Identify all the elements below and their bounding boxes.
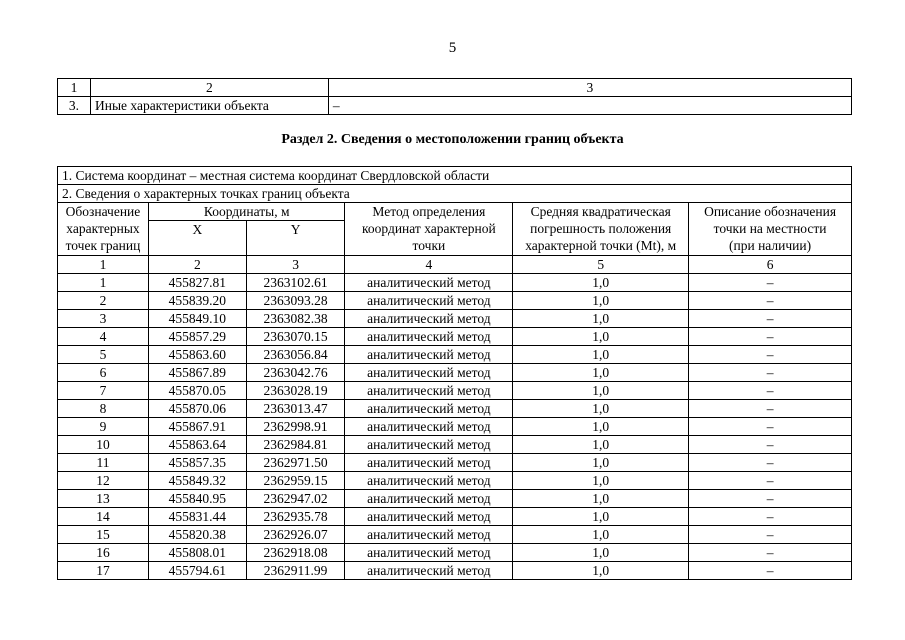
method: аналитический метод xyxy=(345,346,513,364)
point-rows xyxy=(58,274,852,580)
header-line: погрешность положения xyxy=(530,221,672,236)
points-info-row xyxy=(58,185,852,203)
x-coordinate: 455840.95 xyxy=(148,490,246,508)
x-coordinate: 455857.29 xyxy=(148,328,246,346)
col-x-header: X xyxy=(148,221,246,256)
row-value: – xyxy=(328,97,851,115)
point-description: – xyxy=(689,328,852,346)
header-line: Обозначение xyxy=(65,204,141,219)
table-row xyxy=(58,418,852,436)
point-description: – xyxy=(689,292,852,310)
x-coordinate: 455867.91 xyxy=(148,418,246,436)
point-description: – xyxy=(689,274,852,292)
row-number: 3. xyxy=(58,97,91,115)
method: аналитический метод xyxy=(345,292,513,310)
x-coordinate: 455870.06 xyxy=(148,400,246,418)
point-number: 17 xyxy=(58,562,149,580)
point-number: 10 xyxy=(58,436,149,454)
point-number: 11 xyxy=(58,454,149,472)
mean-square-error: 1,0 xyxy=(513,436,689,454)
method: аналитический метод xyxy=(345,328,513,346)
y-coordinate: 2363070.15 xyxy=(246,328,345,346)
object-characteristics-table xyxy=(57,78,852,115)
page-number: 5 xyxy=(448,40,457,56)
point-description: – xyxy=(689,364,852,382)
table-row xyxy=(58,310,852,328)
point-number: 4 xyxy=(58,328,149,346)
mean-square-error: 1,0 xyxy=(513,508,689,526)
header-line: координат характерной xyxy=(362,221,496,236)
method: аналитический метод xyxy=(345,364,513,382)
col-coordinates-header: Координаты, м xyxy=(148,203,345,221)
header-line: Метод определения xyxy=(372,204,486,219)
x-coordinate: 455831.44 xyxy=(148,508,246,526)
mean-square-error: 1,0 xyxy=(513,274,689,292)
point-number: 3 xyxy=(58,310,149,328)
table-row xyxy=(58,364,852,382)
table-header-row xyxy=(58,79,852,97)
point-description: – xyxy=(689,544,852,562)
column-header-row xyxy=(58,203,852,221)
table-row xyxy=(58,97,852,115)
y-coordinate: 2362971.50 xyxy=(246,454,345,472)
table-row xyxy=(58,346,852,364)
mean-square-error: 1,0 xyxy=(513,418,689,436)
point-number: 2 xyxy=(58,292,149,310)
point-description: – xyxy=(689,400,852,418)
table-row xyxy=(58,436,852,454)
point-description: – xyxy=(689,454,852,472)
points-info-text: 2. Сведения о характерных точках границ объекта xyxy=(58,185,852,203)
point-description: – xyxy=(689,562,852,580)
section-title: Раздел 2. Сведения о местоположении границ объекта xyxy=(281,132,624,147)
point-description: – xyxy=(689,382,852,400)
coordinate-system-text: 1. Система координат – местная система координат Свердловской области xyxy=(58,167,852,185)
coordinate-system-row xyxy=(58,167,852,185)
point-number: 16 xyxy=(58,544,149,562)
point-number: 1 xyxy=(58,274,149,292)
x-coordinate: 455870.05 xyxy=(148,382,246,400)
x-coordinate: 455849.10 xyxy=(148,310,246,328)
x-coordinate: 455839.20 xyxy=(148,292,246,310)
col-description-header xyxy=(689,203,852,256)
y-coordinate: 2362918.08 xyxy=(246,544,345,562)
col-designation-header xyxy=(58,203,149,256)
mean-square-error: 1,0 xyxy=(513,454,689,472)
header-cell: 2 xyxy=(90,79,328,97)
row-label: Иные характеристики объекта xyxy=(90,97,328,115)
point-description: – xyxy=(689,472,852,490)
y-coordinate: 2363093.28 xyxy=(246,292,345,310)
point-number: 13 xyxy=(58,490,149,508)
column-number: 2 xyxy=(148,256,246,274)
point-number: 5 xyxy=(58,346,149,364)
table-row xyxy=(58,508,852,526)
point-number: 9 xyxy=(58,418,149,436)
table-row xyxy=(58,454,852,472)
mean-square-error: 1,0 xyxy=(513,400,689,418)
method: аналитический метод xyxy=(345,544,513,562)
mean-square-error: 1,0 xyxy=(513,310,689,328)
y-coordinate: 2362935.78 xyxy=(246,508,345,526)
col-y-header: Y xyxy=(246,221,345,256)
point-number: 14 xyxy=(58,508,149,526)
y-coordinate: 2362984.81 xyxy=(246,436,345,454)
column-number: 5 xyxy=(513,256,689,274)
column-number: 4 xyxy=(345,256,513,274)
method: аналитический метод xyxy=(345,526,513,544)
x-coordinate: 455863.60 xyxy=(148,346,246,364)
y-coordinate: 2362911.99 xyxy=(246,562,345,580)
y-coordinate: 2363028.19 xyxy=(246,382,345,400)
mean-square-error: 1,0 xyxy=(513,526,689,544)
x-coordinate: 455794.61 xyxy=(148,562,246,580)
table-row xyxy=(58,274,852,292)
column-number: 1 xyxy=(58,256,149,274)
method: аналитический метод xyxy=(345,310,513,328)
mean-square-error: 1,0 xyxy=(513,490,689,508)
header-line: Описание обозначения xyxy=(704,204,837,219)
header-cell: 3 xyxy=(328,79,851,97)
y-coordinate: 2363102.61 xyxy=(246,274,345,292)
y-coordinate: 2363013.47 xyxy=(246,400,345,418)
mean-square-error: 1,0 xyxy=(513,382,689,400)
point-number: 6 xyxy=(58,364,149,382)
point-description: – xyxy=(689,526,852,544)
y-coordinate: 2362959.15 xyxy=(246,472,345,490)
x-coordinate: 455808.01 xyxy=(148,544,246,562)
boundary-points-table xyxy=(57,166,852,580)
mean-square-error: 1,0 xyxy=(513,328,689,346)
y-coordinate: 2363042.76 xyxy=(246,364,345,382)
method: аналитический метод xyxy=(345,490,513,508)
method: аналитический метод xyxy=(345,436,513,454)
table-row xyxy=(58,382,852,400)
method: аналитический метод xyxy=(345,562,513,580)
method: аналитический метод xyxy=(345,400,513,418)
method: аналитический метод xyxy=(345,472,513,490)
header-cell: 1 xyxy=(58,79,91,97)
point-description: – xyxy=(689,490,852,508)
col-error-header xyxy=(513,203,689,256)
method: аналитический метод xyxy=(345,418,513,436)
x-coordinate: 455857.35 xyxy=(148,454,246,472)
column-number: 6 xyxy=(689,256,852,274)
mean-square-error: 1,0 xyxy=(513,364,689,382)
point-number: 15 xyxy=(58,526,149,544)
y-coordinate: 2363056.84 xyxy=(246,346,345,364)
header-line: характерной точки (Mt), м xyxy=(525,238,677,253)
point-description: – xyxy=(689,418,852,436)
table-row xyxy=(58,472,852,490)
column-number: 3 xyxy=(246,256,345,274)
x-coordinate: 455849.32 xyxy=(148,472,246,490)
y-coordinate: 2363082.38 xyxy=(246,310,345,328)
method: аналитический метод xyxy=(345,274,513,292)
method: аналитический метод xyxy=(345,382,513,400)
x-coordinate: 455867.89 xyxy=(148,364,246,382)
point-description: – xyxy=(689,508,852,526)
x-coordinate: 455827.81 xyxy=(148,274,246,292)
point-description: – xyxy=(689,436,852,454)
table-row xyxy=(58,526,852,544)
table-row xyxy=(58,490,852,508)
header-line: характерных xyxy=(66,221,140,236)
table-row xyxy=(58,328,852,346)
method: аналитический метод xyxy=(345,454,513,472)
header-line: точки xyxy=(412,238,446,253)
point-description: – xyxy=(689,346,852,364)
mean-square-error: 1,0 xyxy=(513,292,689,310)
y-coordinate: 2362926.07 xyxy=(246,526,345,544)
table-row xyxy=(58,400,852,418)
y-coordinate: 2362998.91 xyxy=(246,418,345,436)
mean-square-error: 1,0 xyxy=(513,346,689,364)
header-line: точки на местности xyxy=(713,221,827,236)
table-row xyxy=(58,544,852,562)
mean-square-error: 1,0 xyxy=(513,472,689,490)
col-method-header xyxy=(345,203,513,256)
y-coordinate: 2362947.02 xyxy=(246,490,345,508)
table-row xyxy=(58,292,852,310)
mean-square-error: 1,0 xyxy=(513,544,689,562)
header-line: Средняя квадратическая xyxy=(530,204,671,219)
header-line: точек границ xyxy=(65,238,141,253)
point-number: 8 xyxy=(58,400,149,418)
point-number: 7 xyxy=(58,382,149,400)
header-line: (при наличии) xyxy=(729,238,812,253)
column-numbers-row xyxy=(58,256,852,274)
method: аналитический метод xyxy=(345,508,513,526)
point-number: 12 xyxy=(58,472,149,490)
mean-square-error: 1,0 xyxy=(513,562,689,580)
table-row xyxy=(58,562,852,580)
x-coordinate: 455820.38 xyxy=(148,526,246,544)
x-coordinate: 455863.64 xyxy=(148,436,246,454)
point-description: – xyxy=(689,310,852,328)
